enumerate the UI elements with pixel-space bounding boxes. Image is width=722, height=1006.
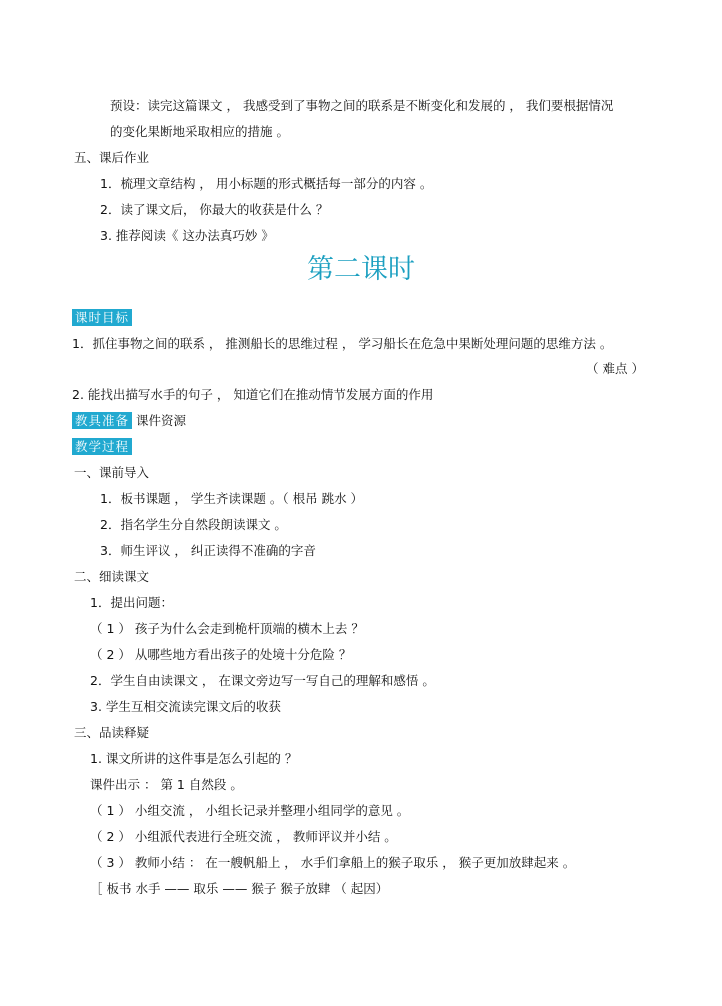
analysis-item-1: 1. 课文所讲的这件事是怎么引起的 ？ bbox=[90, 751, 298, 766]
question-2: （ 2 ） 从哪些地方看出孩子的处境十分危险 ？ bbox=[90, 647, 352, 662]
lesson-title: 第二课时 bbox=[307, 254, 415, 285]
analysis-step-1: （ 1 ） 小组交流 ， 小组长记录并整理小组同学的意见 。 bbox=[90, 803, 410, 818]
materials-line bbox=[72, 412, 186, 430]
question-1: （ 1 ） 孩子为什么会走到桅杆顶端的横木上去 ？ bbox=[90, 621, 364, 636]
section-heading-intro: 一、课前导入 bbox=[74, 465, 150, 480]
homework-item-1: 1．梳理文章结构 ， 用小标题的形式概括每一部分的内容 。 bbox=[100, 176, 433, 191]
preset-line-2: 的变化果断地采取相应的措施 。 bbox=[110, 124, 289, 139]
objectives-heading bbox=[72, 309, 136, 327]
reading-item-1: 1．提出问题： bbox=[90, 595, 173, 610]
courseware-line: 课件出示 ： 第 1 自然段 。 bbox=[90, 777, 243, 792]
intro-item-1: 1．板书课题 ， 学生齐读课题 。（ 根吊 跳水 ） bbox=[100, 491, 364, 506]
analysis-step-3: （ 3 ） 教师小结 ： 在一艘帆船上 ， 水手们拿船上的猴子取乐 ， 猴子更加放肆起来 。 bbox=[90, 855, 576, 870]
objective-item-1: 1．抓住事物之间的联系 ， 推测船长的思维过程 ， 学习船长在危急中果断处理问题的思维方法 。 bbox=[72, 336, 613, 351]
section-heading-analysis: 三、品读释疑 bbox=[74, 725, 150, 740]
process-heading bbox=[72, 438, 136, 456]
reading-item-3: 3. 学生互相交流读完课文后的收获 bbox=[90, 699, 281, 714]
process-tag: 教学过程 bbox=[72, 438, 132, 455]
section-heading-close-reading: 二、细读课文 bbox=[74, 569, 150, 584]
preset-line-1: 预设：读完这篇课文 ， 我感受到了事物之间的联系是不断变化和发展的 ， 我们要根据情况 bbox=[110, 98, 614, 113]
objective-item-2: 2. 能找出描写水手的句子 ， 知道它们在推动情节发展方面的作用 bbox=[72, 387, 434, 402]
homework-item-3: 3. 推荐阅读《 这办法真巧妙 》 bbox=[100, 228, 274, 243]
section-heading-homework: 五、课后作业 bbox=[74, 150, 150, 165]
blackboard-note: ［ 板书 水手 —— 取乐 —— 猴子 猴子放肆 （ 起因） bbox=[90, 881, 389, 896]
objectives-tag: 课时目标 bbox=[72, 309, 132, 326]
materials-text: 课件资源 bbox=[136, 413, 187, 428]
analysis-step-2: （ 2 ） 小组派代表进行全班交流 ， 教师评议并小结 。 bbox=[90, 829, 397, 844]
intro-item-3: 3．师生评议 ， 纠正读得不准确的字音 bbox=[100, 543, 316, 558]
materials-tag: 教具准备 bbox=[72, 412, 132, 429]
reading-item-2: 2．学生自由读课文 ， 在课文旁边写一写自己的理解和感悟 。 bbox=[90, 673, 435, 688]
homework-item-2: 2．读了课文后， 你最大的收获是什么 ？ bbox=[100, 202, 329, 217]
intro-item-2: 2．指名学生分自然段朗读课文 。 bbox=[100, 517, 287, 532]
objective-item-1-note: （ 难点 ） bbox=[586, 361, 644, 376]
